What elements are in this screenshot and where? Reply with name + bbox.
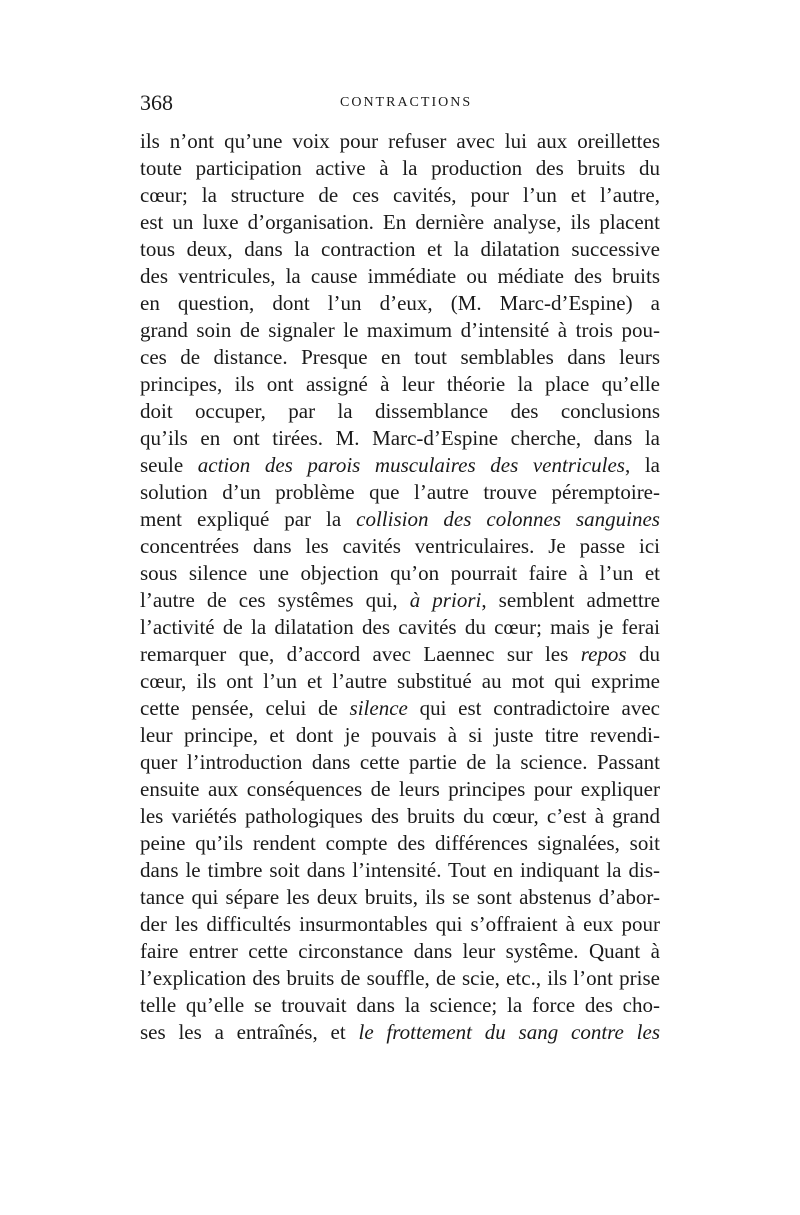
text-line: [140, 452, 660, 479]
text-line: [140, 560, 660, 587]
text-span: tance qui sépare les deux bruits, ils se sont abstenus d’abor-: [140, 885, 660, 909]
text-span: tous deux, dans la contraction et la dilatation successive: [140, 237, 660, 261]
text-line: [140, 155, 660, 182]
text-line: [140, 263, 660, 290]
text-span: , la: [624, 453, 660, 477]
text-span: peine qu’ils rendent compte des différences signalées, soit: [140, 831, 660, 855]
text-line: [140, 533, 660, 560]
italic-text-span: le frottement du sang contre les: [358, 1020, 661, 1044]
text-line: [140, 587, 660, 614]
text-span: dans le timbre soit dans l’intensité. Tout en indiquant la dis-: [140, 858, 660, 882]
text-span: telle qu’elle se trouvait dans la science; la force des cho-: [140, 993, 660, 1017]
page-number: 368: [140, 90, 173, 115]
text-span: concentrées dans les cavités ventriculaires. Je passe ici: [140, 534, 660, 558]
text-span: l’explication des bruits de souffle, de scie, etc., ils l’ont prise: [140, 966, 660, 990]
text-line: [140, 344, 660, 371]
text-line: [140, 290, 660, 317]
text-line: [140, 371, 660, 398]
text-line: [140, 695, 660, 722]
text-span: cœur, ils ont l’un et l’autre substitué au mot qui exprime: [140, 669, 660, 693]
text-line: [140, 398, 660, 425]
text-span: ces de distance. Presque en tout semblables dans leurs: [140, 345, 660, 369]
italic-text-span: silence: [349, 696, 408, 720]
text-line: [140, 884, 660, 911]
text-line: [140, 857, 660, 884]
text-span: toute participation active à la production des bruits du: [140, 156, 660, 180]
text-line: [140, 749, 660, 776]
text-line: [140, 722, 660, 749]
text-span: les variétés pathologiques des bruits du cœur, c’est à grand: [140, 804, 660, 828]
text-line: [140, 506, 660, 533]
italic-text-span: repos: [580, 642, 627, 666]
text-span: seule: [140, 453, 198, 477]
text-span: des ventricules, la cause immédiate ou médiate des bruits: [140, 264, 660, 288]
text-line: [140, 830, 660, 857]
text-span: ensuite aux conséquences de leurs principes pour expliquer: [140, 777, 660, 801]
text-span: qu’ils en ont tirées. M. Marc-d’Espine cherche, dans la: [140, 426, 660, 450]
text-span: sous silence une objection qu’on pourrait faire à l’un et: [140, 561, 660, 585]
text-span: ils n’ont qu’une voix pour refuser avec lui aux oreillettes: [140, 129, 660, 153]
text-line: [140, 911, 660, 938]
text-span: en question, dont l’un d’eux, (M. Marc-d’Espine) a: [140, 291, 660, 315]
text-span: leur principe, et dont je pouvais à si juste titre revendi-: [140, 723, 660, 747]
text-line: [140, 668, 660, 695]
text-span: solution d’un problème que l’autre trouve péremptoire-: [140, 480, 660, 504]
text-span: l’activité de la dilatation des cavités du cœur; mais je ferai: [140, 615, 660, 639]
text-line: [140, 992, 660, 1019]
italic-text-span: action des parois musculaires des ventricules: [197, 453, 625, 477]
text-line: [140, 128, 660, 155]
text-span: ment expliqué par la: [140, 507, 357, 531]
text-span: , semblent admettre: [481, 588, 661, 612]
text-span: grand soin de signaler le maximum d’intensité à trois pou-: [140, 318, 660, 342]
text-line: [140, 776, 660, 803]
text-span: faire entrer cette circonstance dans leur systême. Quant à: [140, 939, 660, 963]
text-span: cœur; la structure de ces cavités, pour l’un et l’autre,: [140, 183, 660, 207]
text-span: du: [626, 642, 660, 666]
text-span: der les difficultés insurmontables qui s’offraient à eux pour: [140, 912, 660, 936]
text-span: l’autre de ces systêmes qui,: [140, 588, 410, 612]
text-line: [140, 236, 660, 263]
text-span: principes, ils ont assigné à leur théorie la place qu’elle: [140, 372, 660, 396]
text-line: [140, 317, 660, 344]
text-span: est un luxe d’organisation. En dernière analyse, ils placent: [140, 210, 660, 234]
italic-text-span: collision des colonnes sanguines: [356, 507, 660, 531]
body-text: [140, 128, 660, 1046]
running-head: [140, 90, 670, 120]
text-span: remarquer que, d’accord avec Laennec sur les: [140, 642, 581, 666]
italic-text-span: à priori: [409, 588, 482, 612]
text-line: [140, 1019, 660, 1046]
text-line: [140, 614, 660, 641]
running-title: CONTRACTIONS: [340, 95, 473, 110]
text-line: [140, 182, 660, 209]
text-line: [140, 479, 660, 506]
text-line: [140, 803, 660, 830]
text-line: [140, 425, 660, 452]
text-span: doit occuper, par la dissemblance des conclusions: [140, 399, 660, 423]
text-line: [140, 641, 660, 668]
text-span: qui est contradictoire avec: [407, 696, 660, 720]
text-line: [140, 209, 660, 236]
text-span: ses les a entraînés, et: [140, 1020, 359, 1044]
text-line: [140, 938, 660, 965]
text-line: [140, 965, 660, 992]
text-span: quer l’introduction dans cette partie de la science. Passant: [140, 750, 660, 774]
text-span: cette pensée, celui de: [140, 696, 350, 720]
